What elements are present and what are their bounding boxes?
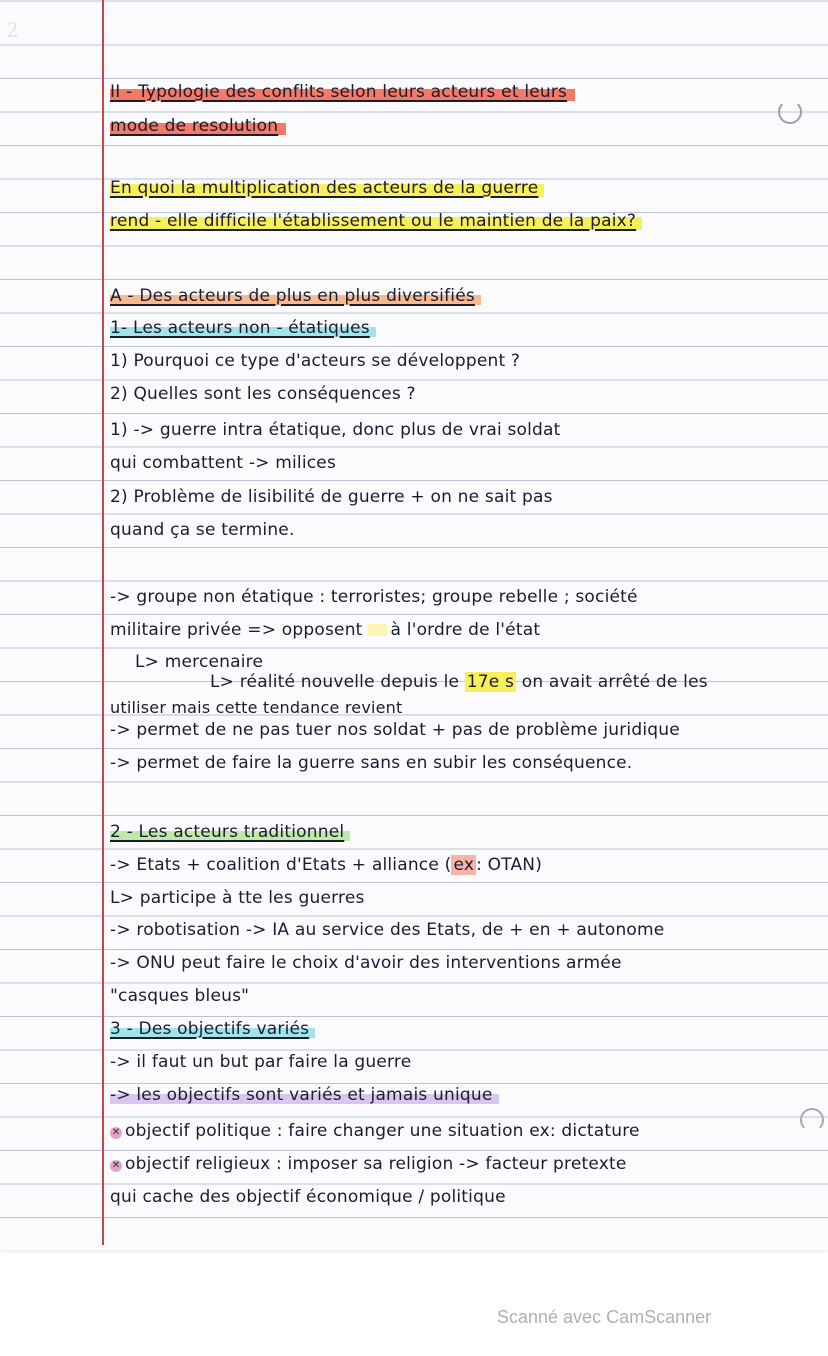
onu-line: -> ONU peut faire le choix d'avoir des interventions armée [110, 953, 622, 973]
but-line: -> il faut un but par faire la guerre [110, 1052, 412, 1072]
question-1: 1) Pourquoi ce type d'acteurs se développent ? [110, 351, 521, 371]
question-line-1: En quoi la multiplication des acteurs de la guerre [110, 176, 544, 200]
subsection-1-title: 1- Les acteurs non - étatiques [110, 316, 376, 340]
utiliser-line: utiliser mais cette tendance revient [110, 698, 403, 717]
mercenaire-line: L> mercenaire [135, 652, 264, 672]
page-corner-number: 2 [6, 18, 19, 42]
group-line-1: -> groupe non étatique : terroristes; groupe rebelle ; société [110, 587, 638, 607]
highlight-mark [367, 624, 387, 636]
objectif-politique-line: ✕ objectif politique : faire changer une situation ex: dictature [111, 1121, 640, 1141]
binder-hole-icon [800, 1108, 824, 1132]
subsection-3-title: 3 - Des objectifs variés [110, 1017, 315, 1041]
heading-line-1: II - Typologie des conflits selon leurs acteurs et leurs [110, 80, 575, 104]
answer-1-line-2: qui combattent -> milices [110, 453, 337, 473]
camscanner-watermark: Scanné avec CamScanner [497, 1307, 712, 1327]
binder-hole-icon [778, 100, 802, 124]
cross-bullet-icon: ✕ [111, 1160, 121, 1171]
participe-line: L> participe à tte les guerres [110, 888, 365, 908]
answer-2-line-1: 2) Problème de lisibilité de guerre + on ne sait pas [110, 487, 553, 507]
permet-line-2: -> permet de faire la guerre sans en subir les conséquence. [110, 753, 633, 773]
question-line-2: rend - elle difficile l'établissement ou le maintien de la paix? [110, 209, 642, 233]
realite-line: L> réalité nouvelle depuis le 17e s on avait arrêté de les [210, 672, 708, 692]
section-a-title: A - Des acteurs de plus en plus diversifiés [110, 284, 481, 308]
answer-1-line-1: 1) -> guerre intra étatique, donc plus de vrai soldat [110, 420, 561, 440]
objectifs-varies-line: -> les objectifs sont variés et jamais unique [110, 1083, 499, 1107]
red-margin-line [102, 0, 104, 1245]
permet-line-1: -> permet de ne pas tuer nos soldat + pas de problème juridique [110, 720, 680, 740]
objectif-religieux-line: ✕ objectif religieux : imposer sa religion -> facteur pretexte [111, 1154, 627, 1174]
casques-bleus-line: "casques bleus" [110, 986, 250, 1006]
cross-bullet-icon: ✕ [111, 1127, 121, 1138]
answer-2-line-2: quand ça se termine. [110, 520, 295, 540]
question-2: 2) Quelles sont les conséquences ? [110, 384, 416, 404]
subsection-2-title: 2 - Les acteurs traditionnel [110, 820, 350, 844]
group-line-2: militaire privée => opposent à l'ordre de l'état [110, 620, 541, 640]
cache-line: qui cache des objectif économique / politique [110, 1187, 506, 1207]
etats-line: -> Etats + coalition d'Etats + alliance ( ex : OTAN) [110, 855, 543, 875]
heading-line-2: mode de resolution [110, 114, 286, 138]
robotisation-line: -> robotisation -> IA au service des Etats, de + en + autonome [110, 920, 665, 940]
